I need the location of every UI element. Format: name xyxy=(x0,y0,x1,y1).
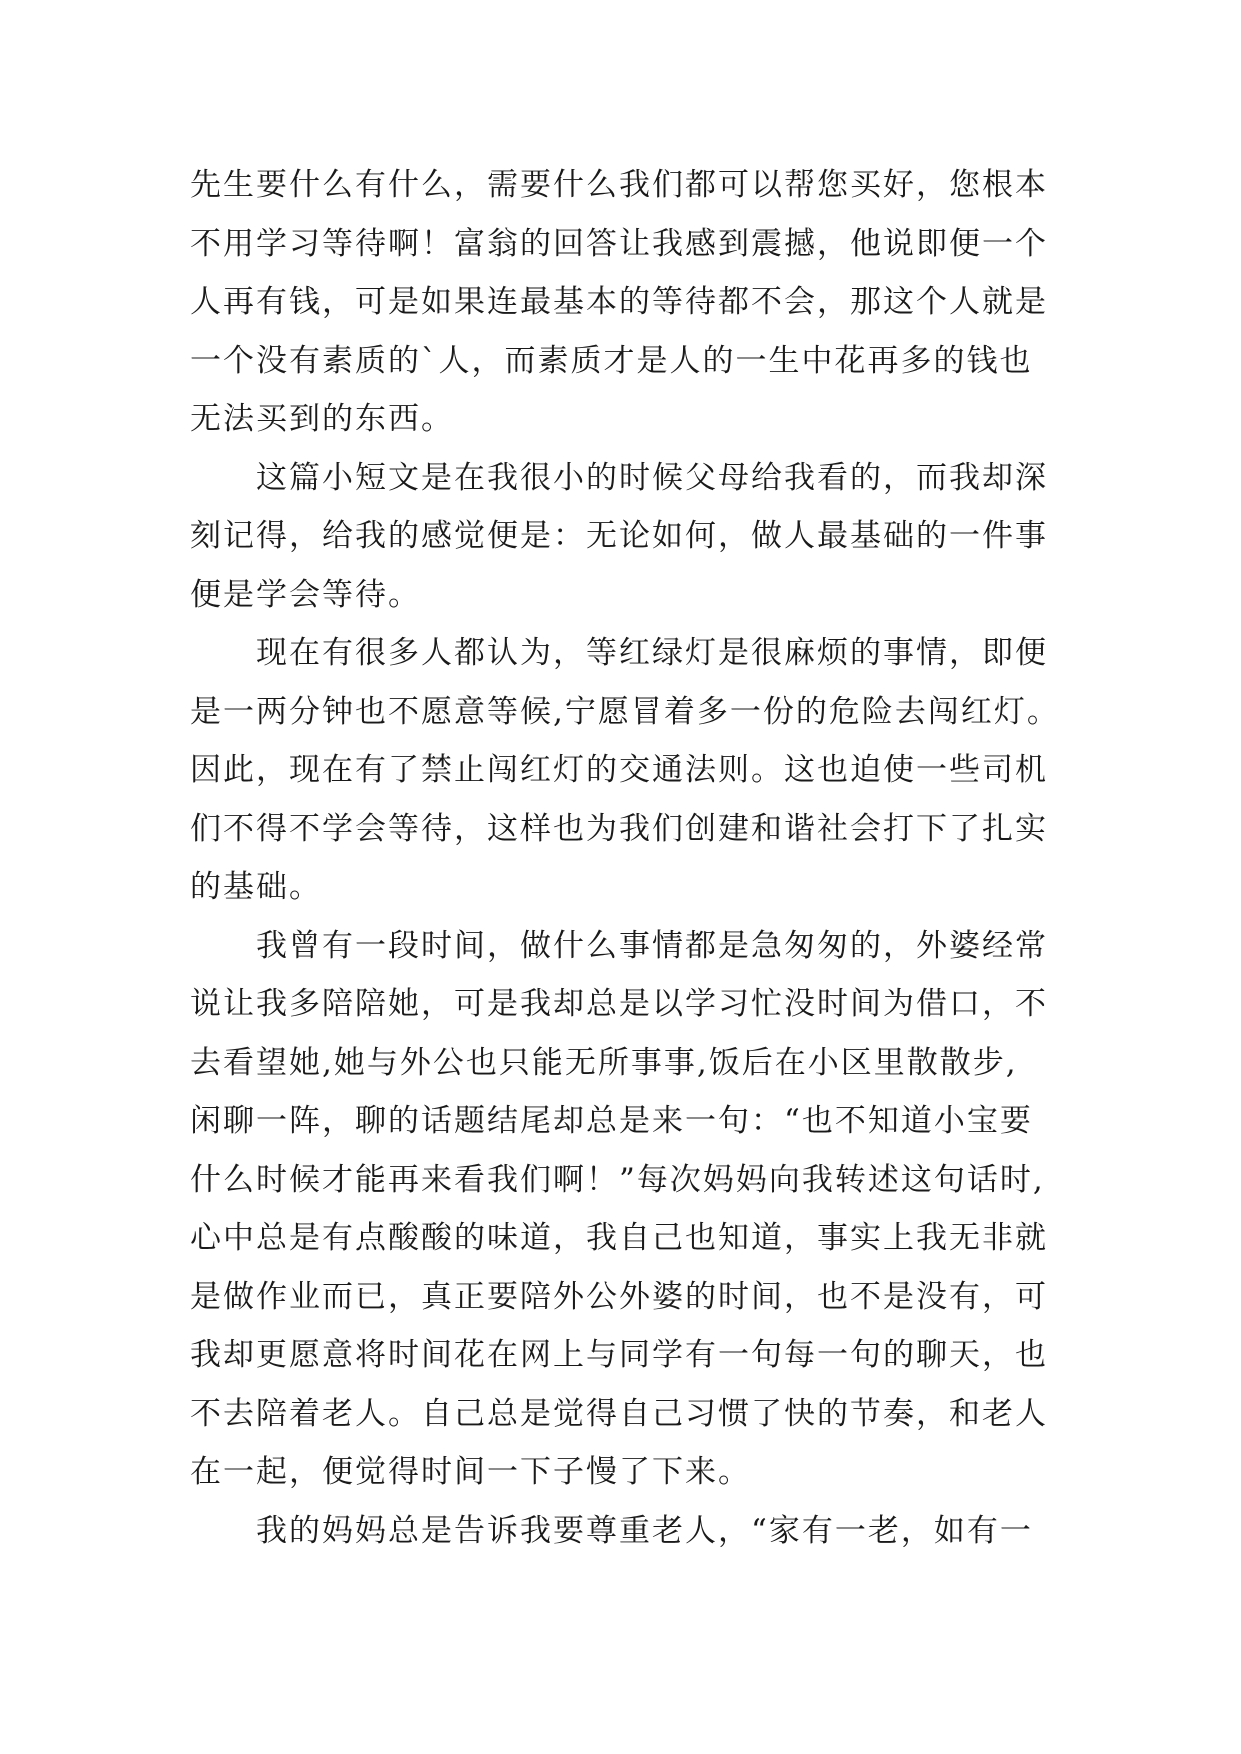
text-line: 我却更愿意将时间花在网上与同学有一句每一句的聊天，也 xyxy=(190,1337,1048,1373)
paragraph-first-line: 我的妈妈总是告诉我要尊重老人，“家有一老，如有一 xyxy=(256,1512,1033,1549)
text-line: 因此，现在有了禁止闯红灯的交通法则。这也迫使一些司机 xyxy=(190,752,1048,788)
paragraph-first-line: 这篇小短文是在我很小的时候父母给我看的，而我却深 xyxy=(256,459,1048,496)
text-line: 的基础。 xyxy=(190,869,322,905)
text-line: 刻记得，给我的感觉便是：无论如何，做人最基础的一件事 xyxy=(190,518,1048,554)
text-line: 闲聊一阵，聊的话题结尾却总是来一句：“也不知道小宝要 xyxy=(190,1103,1033,1139)
text-line: 不去陪着老人。自己总是觉得自己习惯了快的节奏，和老人 xyxy=(190,1395,1048,1432)
text-line: 心中总是有点酸酸的味道，我自己也知道，事实上我无非就 xyxy=(190,1220,1048,1256)
text-line: 无法买到的东西。 xyxy=(190,401,454,437)
text-line: 是一两分钟也不愿意等候,宁愿冒着多一份的危险去闯红灯。 xyxy=(190,693,1060,730)
text-line: 在一起，便觉得时间一下子慢了下来。 xyxy=(190,1454,751,1490)
text-line: 说让我多陪陪她，可是我却总是以学习忙没时间为借口，不 xyxy=(190,986,1048,1022)
text-line: 什么时候才能再来看我们啊！”每次妈妈向我转述这句话时, xyxy=(190,1161,1045,1198)
text-line: 不用学习等待啊！富翁的回答让我感到震撼，他说即便一个 xyxy=(190,225,1048,262)
paragraph-first-line: 我曾有一段时间，做什么事情都是急匆匆的，外婆经常 xyxy=(256,927,1048,964)
text-line: 人再有钱，可是如果连最基本的等待都不会，那这个人就是 xyxy=(190,284,1048,320)
text-line: 先生要什么有什么，需要什么我们都可以帮您买好，您根本 xyxy=(190,167,1048,203)
text-line: 便是学会等待。 xyxy=(190,576,421,613)
text-line: 们不得不学会等待，这样也为我们创建和谐社会打下了扎实 xyxy=(190,810,1048,847)
paragraph-first-line: 现在有很多人都认为，等红绿灯是很麻烦的事情，即便 xyxy=(256,635,1048,671)
text-line: 是做作业而已，真正要陪外公外婆的时间，也不是没有，可 xyxy=(190,1278,1048,1315)
body-text xyxy=(190,156,1060,1560)
text-line: 一个没有素质的`人，而素质才是人的一生中花再多的钱也 xyxy=(190,342,1033,379)
text-line: 去看望她,她与外公也只能无所事事,饭后在小区里散散步, xyxy=(190,1044,1018,1081)
